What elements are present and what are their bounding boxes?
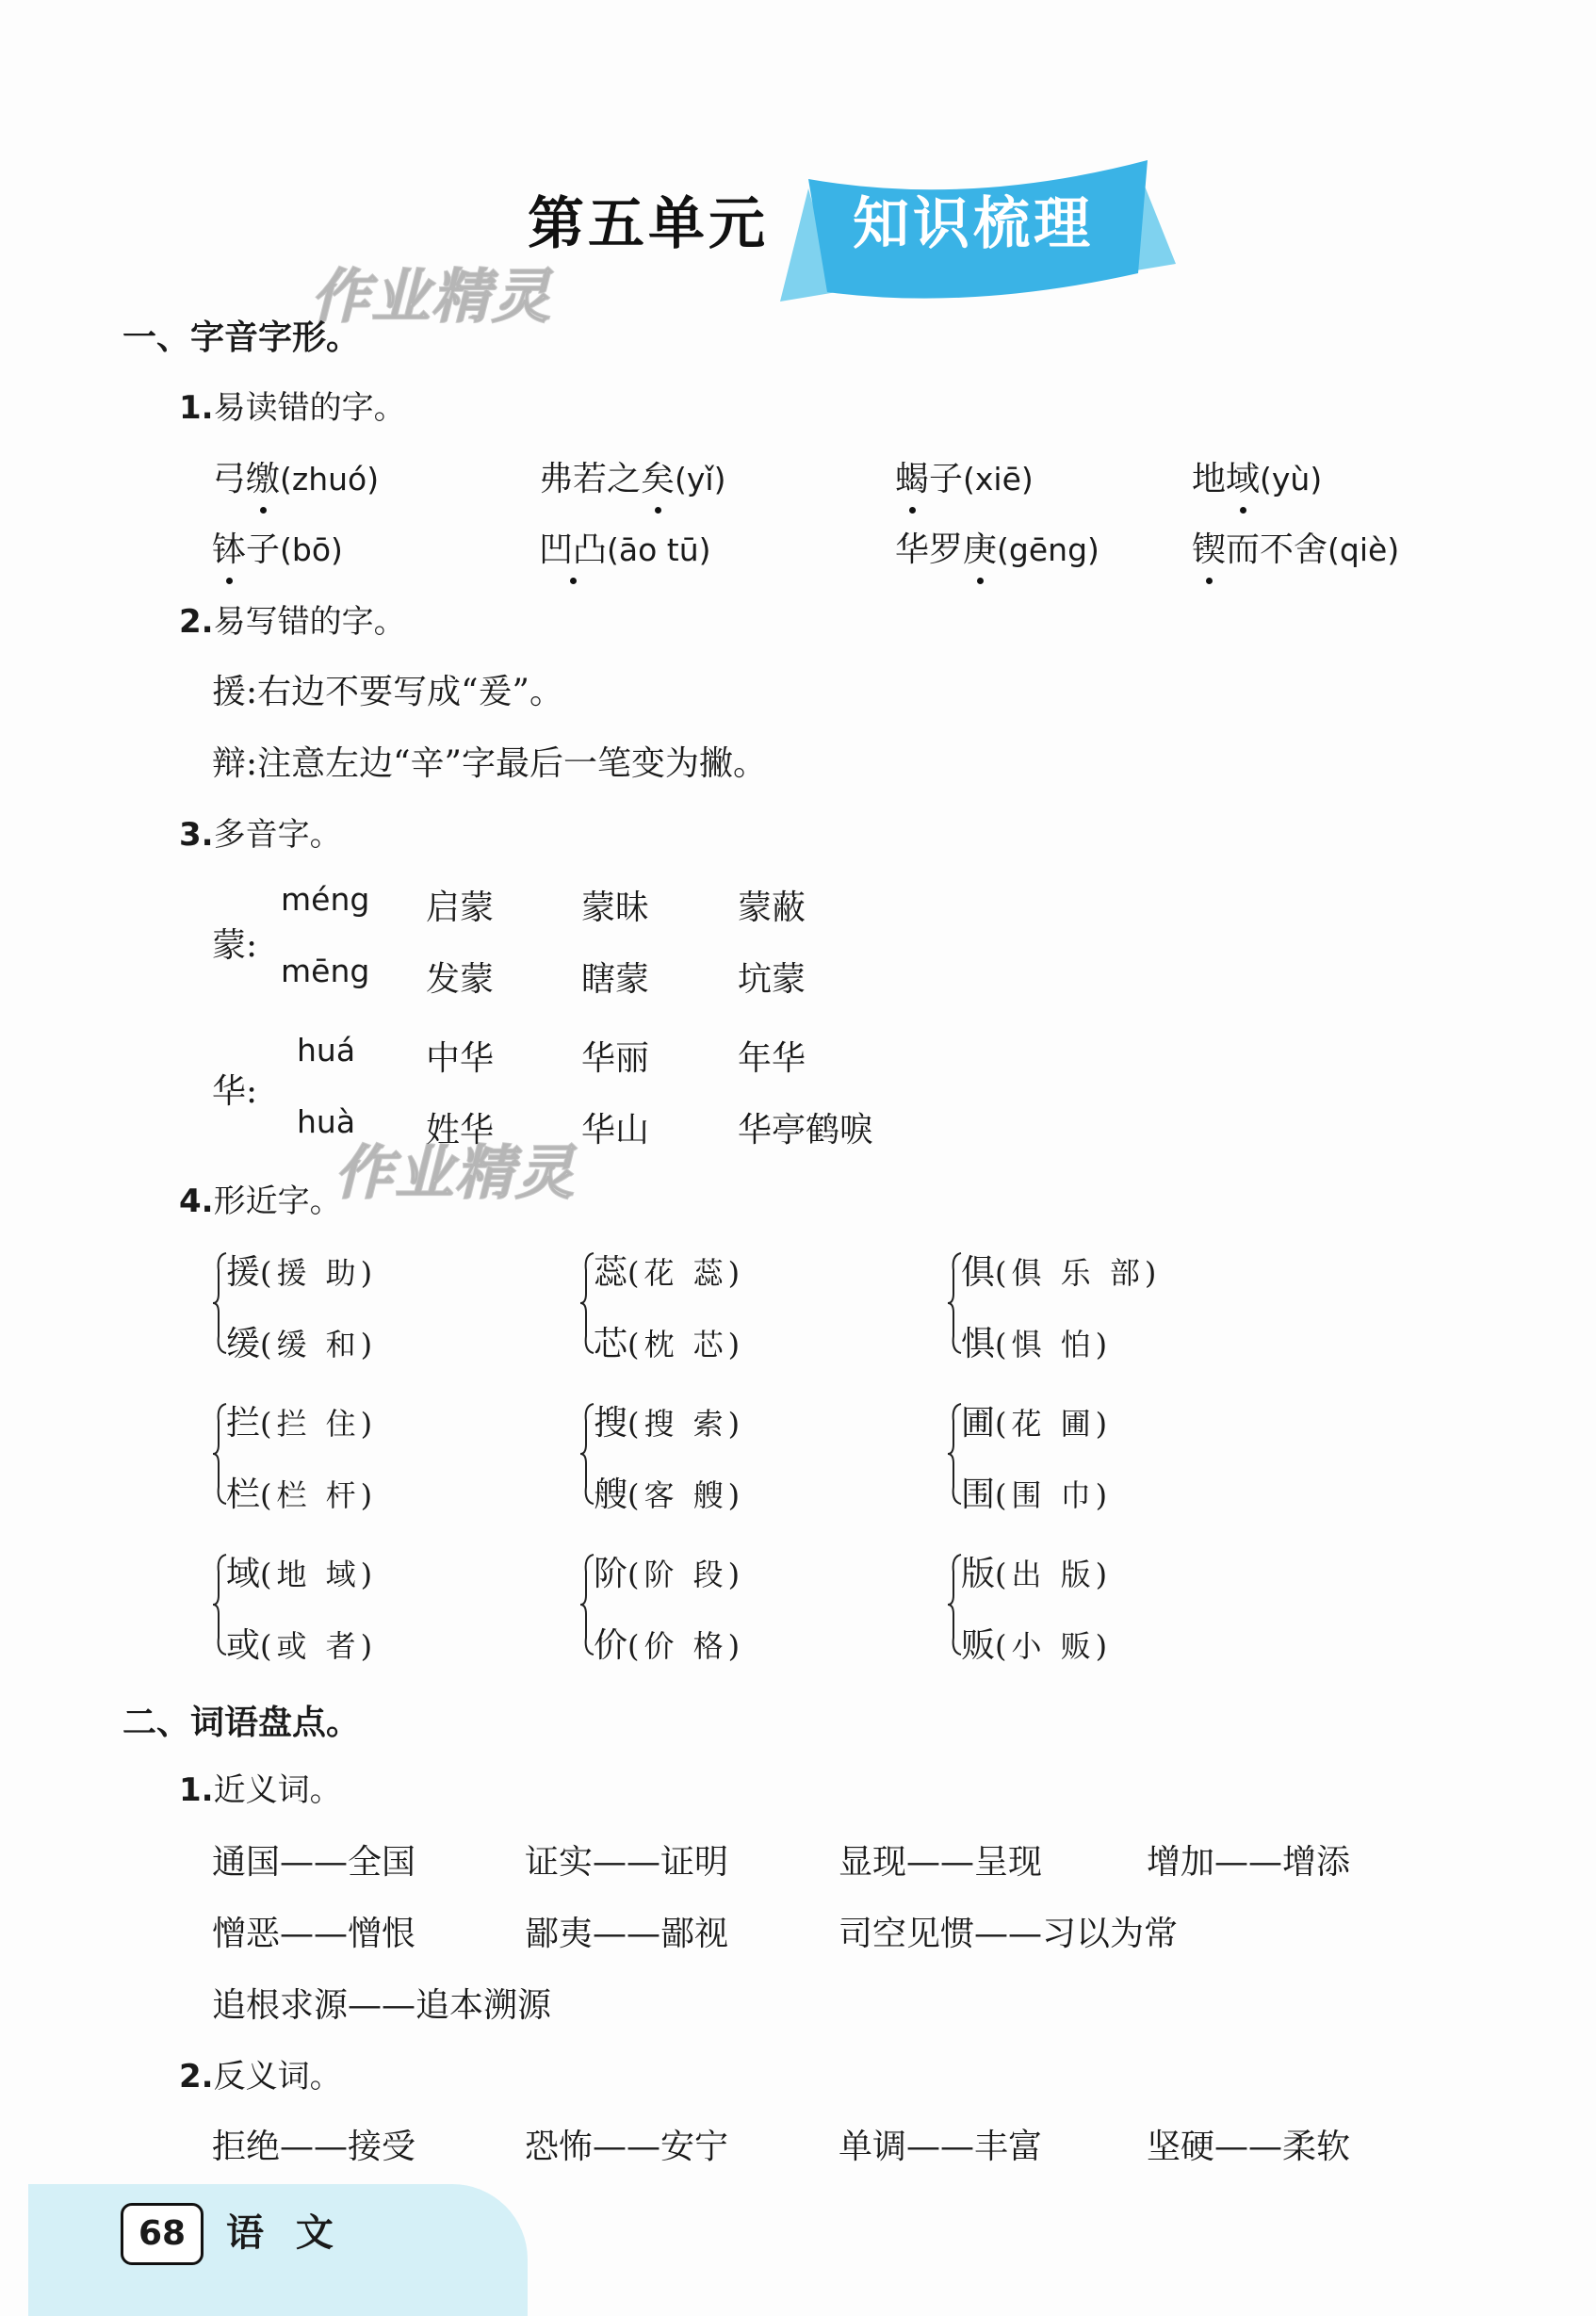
similar-char-example: (阶 段) (627, 1557, 745, 1592)
similar-char-example: (花 圃) (995, 1406, 1113, 1442)
synonym-pair: 司空见惯——习以为常 (839, 1915, 1179, 1953)
word: 华丽 (581, 1039, 650, 1078)
subject-label: 语 文 (226, 2210, 343, 2255)
similar-char-example: (或 者) (260, 1628, 378, 1664)
similar-char-entry (226, 1547, 377, 1595)
synonym-pair: 显现——呈现 (839, 1843, 1043, 1882)
word: 发蒙 (426, 960, 495, 999)
subsection-title: 2.易写错的字。 (179, 603, 406, 641)
similar-char: 版 (961, 1555, 996, 1593)
unit-title: 第五单元 (528, 191, 769, 257)
similar-char: 价 (594, 1626, 628, 1665)
synonym-pair: 追根求源——追本溯源 (212, 1986, 552, 2025)
pinyin: huà (297, 1103, 356, 1140)
similar-char-entry (594, 1547, 744, 1595)
similar-char-entry (226, 1468, 377, 1516)
similar-char: 惧 (961, 1325, 996, 1363)
similar-char-example: (缓 和) (260, 1327, 378, 1362)
subsection-title: 2.反义词。 (179, 2058, 342, 2096)
similar-char-example: (价 格) (627, 1628, 745, 1664)
similar-char: 援 (226, 1253, 261, 1292)
pronunciation-item: 弗若之矣(yǐ) (539, 452, 725, 500)
similar-char-example: (围 巾) (995, 1477, 1113, 1513)
pronunciation-item: 弓缴(zhuó) (212, 452, 379, 500)
subsection-title: 4.形近字。 (179, 1182, 342, 1220)
subsection-title: 1.近义词。 (179, 1771, 342, 1809)
similar-char-example: (俱 乐 部) (995, 1255, 1162, 1291)
pinyin: mēng (281, 953, 370, 989)
pronunciation-item: 地域(yù) (1192, 452, 1322, 500)
similar-char-entry (961, 1246, 1161, 1294)
similar-char-entry (594, 1619, 744, 1667)
antonym-pair: 恐怖——安宁 (525, 2128, 729, 2166)
watermark: 作业精灵 (311, 262, 553, 331)
similar-char: 缓 (226, 1325, 261, 1363)
synonym-pair: 增加——增添 (1147, 1843, 1351, 1882)
similar-char-example: (栏 杆) (260, 1477, 378, 1513)
similar-char-example: (枕 芯) (627, 1327, 745, 1362)
word: 蒙蔽 (738, 889, 806, 927)
similar-char-example: (客 艘) (627, 1477, 745, 1513)
section-title: 一、字音字形。 (122, 318, 361, 357)
similar-char-entry (226, 1396, 377, 1444)
synonym-pair: 通国——全国 (212, 1843, 416, 1882)
similar-char-entry (961, 1619, 1112, 1667)
similar-char-entry (226, 1246, 377, 1294)
similar-char: 艘 (594, 1476, 628, 1514)
word: 启蒙 (426, 889, 495, 927)
polyphonic-char: 蒙: (212, 926, 258, 965)
similar-char-example: (援 助) (260, 1255, 378, 1291)
similar-char: 俱 (961, 1253, 996, 1292)
word: 年华 (738, 1039, 806, 1078)
pronunciation-item: 华罗庚(gēng) (895, 523, 1099, 571)
synonym-pair: 证实——证明 (525, 1843, 729, 1882)
subsection-title: 1.易读错的字。 (179, 389, 406, 427)
word: 中华 (426, 1039, 495, 1078)
similar-char-example: (惧 怕) (995, 1327, 1113, 1362)
similar-char: 圃 (961, 1404, 996, 1443)
similar-char: 围 (961, 1476, 996, 1514)
writing-note: 援:右边不要写成“爰”。 (212, 673, 563, 711)
word: 蒙昧 (581, 889, 650, 927)
section-title: 二、词语盘点。 (122, 1704, 361, 1742)
similar-char: 贩 (961, 1626, 996, 1665)
word: 华亭鹤唳 (738, 1111, 874, 1150)
synonym-pair: 憎恶——憎恨 (212, 1915, 416, 1953)
pinyin: huá (297, 1032, 356, 1068)
similar-char: 搜 (594, 1404, 628, 1443)
pronunciation-item: 钵子(bō) (212, 523, 343, 571)
pronunciation-item: 锲而不舍(qiè) (1192, 523, 1399, 571)
similar-char-example: (地 域) (260, 1557, 378, 1592)
similar-char: 域 (226, 1555, 261, 1593)
similar-char: 或 (226, 1626, 261, 1665)
similar-char-example: (拦 住) (260, 1406, 378, 1442)
banner-text: 知识梳理 (853, 191, 1094, 257)
similar-char-example: (花 蕊) (627, 1255, 745, 1291)
similar-char-example: (小 贩) (995, 1628, 1113, 1664)
similar-char: 蕊 (594, 1253, 628, 1292)
polyphonic-char: 华: (212, 1072, 258, 1111)
writing-note: 辩:注意左边“辛”字最后一笔变为撇。 (212, 744, 767, 783)
pronunciation-item: 凹凸(āo tū) (539, 523, 711, 571)
watermark: 作业精灵 (334, 1138, 577, 1207)
similar-char-entry (226, 1317, 377, 1365)
pinyin: méng (281, 881, 370, 918)
similar-char-entry (594, 1396, 744, 1444)
similar-char-entry (226, 1619, 377, 1667)
similar-char-entry (594, 1246, 744, 1294)
similar-char: 拦 (226, 1404, 261, 1443)
synonym-pair: 鄙夷——鄙视 (525, 1915, 729, 1953)
antonym-pair: 单调——丰富 (839, 2128, 1043, 2166)
similar-char-example: (搜 索) (627, 1406, 745, 1442)
word: 华山 (581, 1111, 650, 1150)
similar-char-entry (594, 1468, 744, 1516)
pronunciation-item: 蝎子(xiē) (895, 452, 1034, 500)
similar-char-entry (961, 1396, 1112, 1444)
antonym-pair: 拒绝——接受 (212, 2128, 416, 2166)
antonym-pair: 坚硬——柔软 (1147, 2128, 1351, 2166)
similar-char: 阶 (594, 1555, 628, 1593)
similar-char-example: (出 版) (995, 1557, 1113, 1592)
similar-char-entry (961, 1317, 1112, 1365)
word: 瞎蒙 (581, 960, 650, 999)
similar-char-entry (961, 1547, 1112, 1595)
page-number: 68 (121, 2203, 204, 2265)
word: 坑蒙 (738, 960, 806, 999)
similar-char: 芯 (594, 1325, 628, 1363)
similar-char-entry (594, 1317, 744, 1365)
word: 姓华 (426, 1111, 495, 1150)
subsection-title: 3.多音字。 (179, 816, 342, 854)
similar-char: 栏 (226, 1476, 261, 1514)
similar-char-entry (961, 1468, 1112, 1516)
